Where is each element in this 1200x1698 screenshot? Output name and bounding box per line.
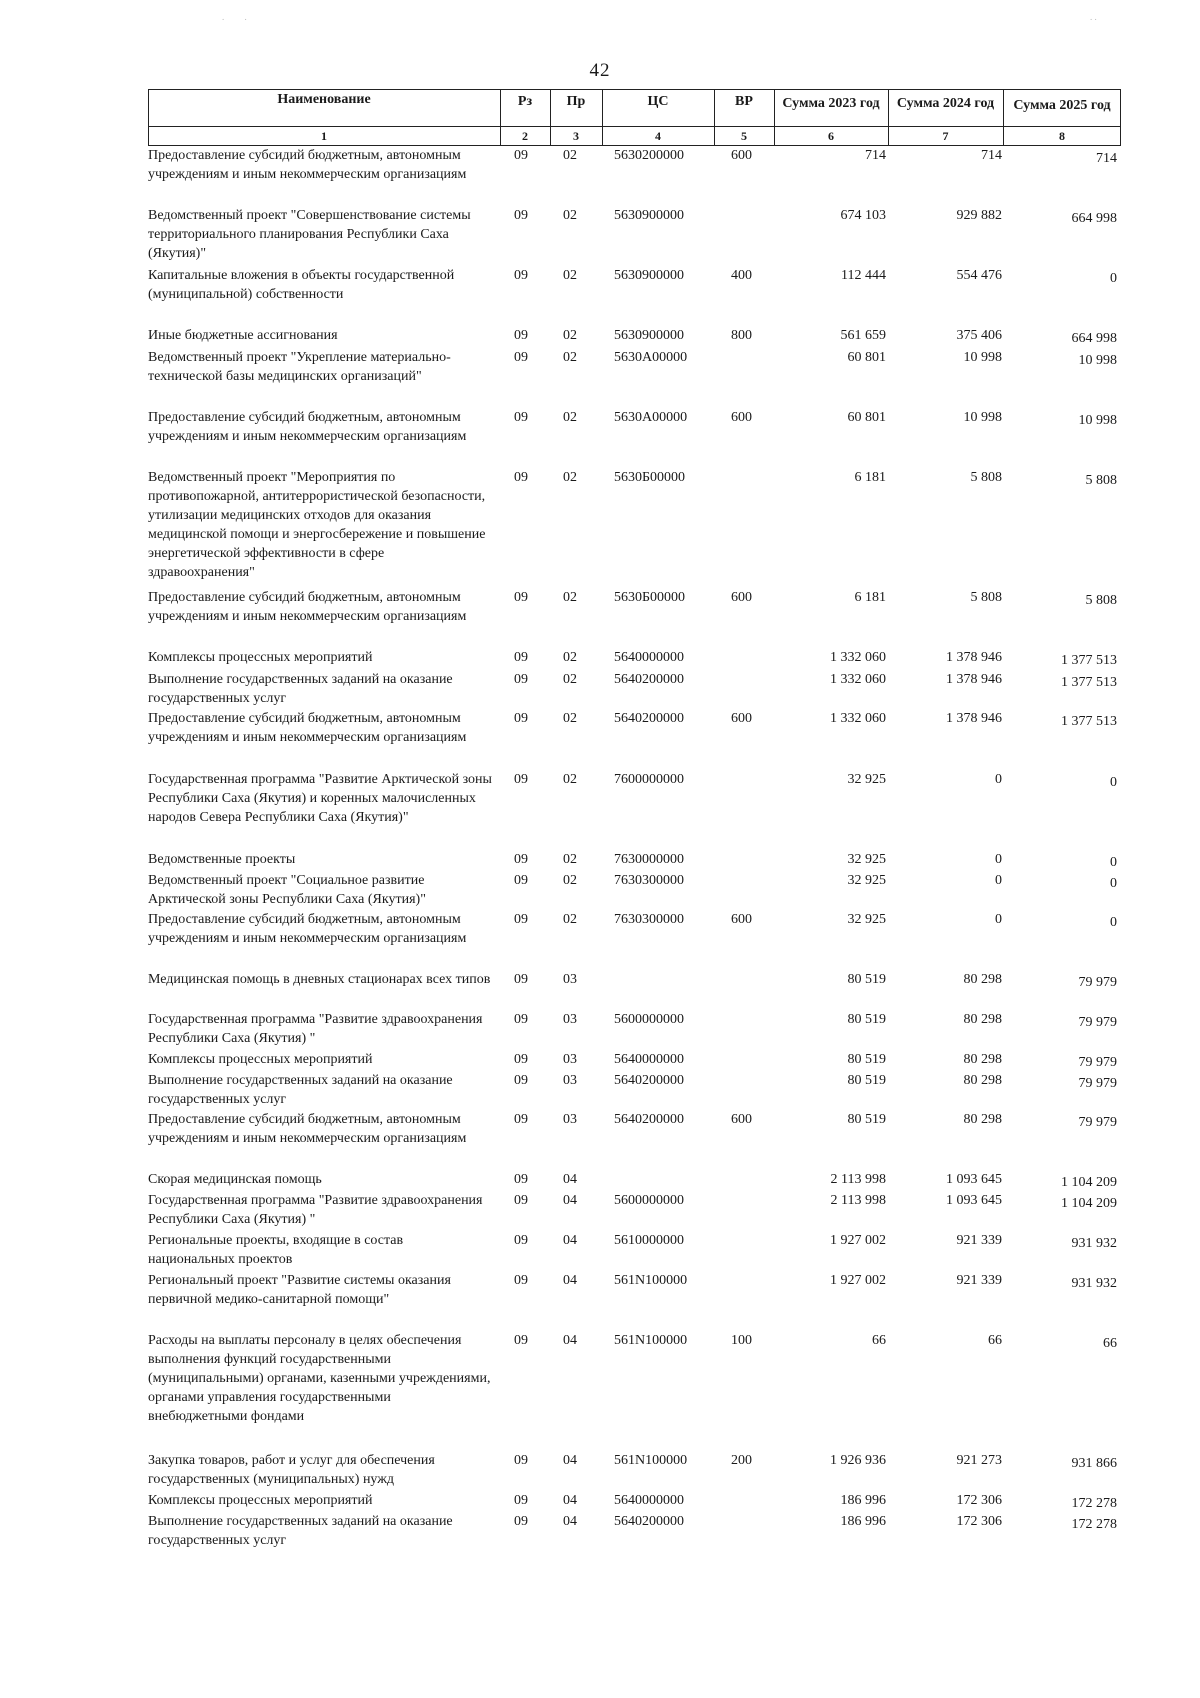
row-sum-2024: 1 378 946	[946, 650, 1002, 665]
row-pr: 02	[563, 328, 577, 343]
row-cs: 5630900000	[614, 268, 684, 283]
row-name: Закупка товаров, работ и услуг для обеспечения государственных (муниципальных) нужд	[148, 1453, 435, 1487]
row-rz: 09	[514, 1052, 528, 1067]
row-sum-2025: 79 979	[1078, 1076, 1117, 1091]
row-sum-2023: 32 925	[847, 852, 886, 867]
row-sum-2024: 0	[995, 873, 1002, 888]
row-sum-2025: 1 104 209	[1061, 1196, 1117, 1211]
row-sum-2025: 931 866	[1071, 1456, 1117, 1471]
row-sum-2024: 921 273	[956, 1453, 1002, 1468]
row-pr: 02	[563, 148, 577, 163]
row-name: Ведомственный проект "Укрепление материально-технической базы медицинских организаций"	[148, 350, 451, 384]
row-name: Ведомственный проект "Совершенствование системы территориального планирования Республики Саха (Якутия)"	[148, 208, 471, 261]
row-rz: 09	[514, 470, 528, 485]
row-sum-2023: 6 181	[854, 470, 886, 485]
row-name: Расходы на выплаты персоналу в целях обеспечения выполнения функций государственными (муниципальными) органами, казенными учреждениями, органами управления государственными внебюджетными фондами	[148, 1333, 491, 1424]
row-rz: 09	[514, 1493, 528, 1508]
row-name: Комплексы процессных мероприятий	[148, 650, 373, 665]
row-pr: 04	[563, 1233, 577, 1248]
row-sum-2025: 0	[1110, 855, 1117, 870]
row-sum-2023: 674 103	[840, 208, 886, 223]
row-cs: 5630200000	[614, 148, 684, 163]
row-vr: 200	[731, 1453, 752, 1468]
row-sum-2025: 714	[1096, 151, 1117, 166]
row-sum-2025: 0	[1110, 876, 1117, 891]
row-name: Комплексы процессных мероприятий	[148, 1493, 373, 1508]
col-number-3: 3	[573, 129, 579, 143]
row-sum-2024: 1 378 946	[946, 711, 1002, 726]
row-rz: 09	[514, 1514, 528, 1529]
row-cs: 5610000000	[614, 1233, 684, 1248]
row-pr: 02	[563, 410, 577, 425]
row-sum-2023: 2 113 998	[830, 1172, 886, 1187]
row-name: Ведомственные проекты	[148, 852, 296, 867]
col-number-8: 8	[1059, 129, 1065, 143]
col-number-4: 4	[655, 129, 661, 143]
row-cs: 5630А00000	[614, 410, 688, 425]
row-sum-2025: 0	[1110, 775, 1117, 790]
row-rz: 09	[514, 1012, 528, 1027]
row-vr: 600	[731, 912, 752, 927]
row-sum-2024: 1 093 645	[946, 1172, 1002, 1187]
row-name: Ведомственный проект "Социальное развитие Арктической зоны Республики Саха (Якутия)"	[148, 873, 426, 907]
row-name: Медицинская помощь в дневных стационарах всех типов	[148, 972, 491, 987]
row-name: Ведомственный проект "Мероприятия по противопожарной, антитеррористической безопасности, утилизации медицинских отходов для оказания медицинской помощи и энергосбережение и повышение энергетической эффективности в сфере здравоохранения"	[148, 470, 486, 580]
row-cs: 561N100000	[614, 1273, 688, 1288]
row-cs: 5640200000	[614, 1073, 684, 1088]
row-cs: 7630300000	[614, 912, 684, 927]
row-rz: 09	[514, 1073, 528, 1088]
row-sum-2025: 931 932	[1071, 1236, 1117, 1251]
row-rz: 09	[514, 268, 528, 283]
row-sum-2023: 32 925	[847, 912, 886, 927]
row-pr: 02	[563, 650, 577, 665]
row-name: Выполнение государственных заданий на оказание государственных услуг	[148, 1514, 453, 1548]
row-cs: 5630Б00000	[614, 470, 686, 485]
row-rz: 09	[514, 328, 528, 343]
row-name: Государственная программа "Развитие Арктической зоны Республики Саха (Якутия) и коренных малочисленных народов Севера Республики Саха (Якутия)"	[148, 772, 492, 825]
row-sum-2024: 172 306	[956, 1493, 1002, 1508]
row-sum-2024: 66	[988, 1333, 1002, 1348]
row-name: Предоставление субсидий бюджетным, автономным учреждениям и иным некоммерческим организациям	[148, 148, 467, 182]
row-sum-2023: 1 332 060	[830, 711, 886, 726]
row-cs: 561N100000	[614, 1333, 688, 1348]
row-sum-2025: 10 998	[1078, 413, 1117, 428]
row-rz: 09	[514, 912, 528, 927]
row-sum-2023: 80 519	[847, 1052, 886, 1067]
row-rz: 09	[514, 1333, 528, 1348]
row-sum-2025: 0	[1110, 271, 1117, 286]
row-pr: 02	[563, 852, 577, 867]
row-name: Скорая медицинская помощь	[148, 1172, 322, 1187]
row-name: Региональный проект "Развитие системы оказания первичной медико-санитарной помощи"	[148, 1273, 451, 1307]
row-vr: 600	[731, 148, 752, 163]
row-rz: 09	[514, 1112, 528, 1127]
row-sum-2025: 1 104 209	[1061, 1175, 1117, 1190]
header-vr: ВР	[735, 94, 753, 109]
row-sum-2025: 5 808	[1085, 473, 1117, 488]
header-pr: Пр	[566, 94, 586, 109]
row-sum-2025: 79 979	[1078, 1055, 1117, 1070]
row-cs: 7600000000	[614, 772, 684, 787]
header-cs: ЦС	[647, 94, 669, 109]
row-sum-2023: 80 519	[847, 1112, 886, 1127]
row-sum-2025: 172 278	[1071, 1517, 1117, 1532]
row-pr: 02	[563, 873, 577, 888]
row-rz: 09	[514, 852, 528, 867]
row-pr: 03	[563, 1052, 577, 1067]
row-sum-2025: 1 377 513	[1061, 653, 1117, 668]
row-sum-2023: 1 332 060	[830, 650, 886, 665]
row-sum-2025: 5 808	[1085, 593, 1117, 608]
row-sum-2023: 186 996	[840, 1493, 886, 1508]
row-sum-2025: 664 998	[1071, 211, 1117, 226]
row-sum-2024: 10 998	[963, 350, 1002, 365]
row-name: Предоставление субсидий бюджетным, автономным учреждениям и иным некоммерческим организациям	[148, 410, 467, 444]
row-pr: 04	[563, 1193, 577, 1208]
row-sum-2023: 60 801	[847, 350, 886, 365]
row-vr: 100	[731, 1333, 752, 1348]
row-cs: 5640200000	[614, 711, 684, 726]
header-rz: Рз	[517, 94, 533, 109]
row-sum-2023: 80 519	[847, 972, 886, 987]
row-sum-2024: 554 476	[956, 268, 1002, 283]
row-pr: 02	[563, 590, 577, 605]
header-name: Наименование	[277, 92, 371, 107]
row-sum-2025: 10 998	[1078, 353, 1117, 368]
row-rz: 09	[514, 650, 528, 665]
row-name: Иные бюджетные ассигнования	[148, 328, 338, 343]
row-vr: 600	[731, 1112, 752, 1127]
row-sum-2024: 375 406	[956, 328, 1002, 343]
row-rz: 09	[514, 711, 528, 726]
row-sum-2023: 80 519	[847, 1073, 886, 1088]
row-rz: 09	[514, 1273, 528, 1288]
row-name: Региональные проекты, входящие в состав национальных проектов	[148, 1233, 404, 1267]
row-sum-2025: 1 377 513	[1061, 714, 1117, 729]
row-name: Государственная программа "Развитие здравоохранения Республики Саха (Якутия) "	[148, 1012, 483, 1046]
row-rz: 09	[514, 1172, 528, 1187]
row-cs: 5630Б00000	[614, 590, 686, 605]
row-rz: 09	[514, 590, 528, 605]
row-sum-2023: 186 996	[840, 1514, 886, 1529]
row-name: Выполнение государственных заданий на оказание государственных услуг	[148, 672, 453, 706]
row-cs: 5640000000	[614, 650, 684, 665]
row-sum-2024: 0	[995, 772, 1002, 787]
row-pr: 02	[563, 208, 577, 223]
row-sum-2025: 664 998	[1071, 331, 1117, 346]
row-vr: 600	[731, 410, 752, 425]
row-sum-2024: 10 998	[963, 410, 1002, 425]
row-cs: 5640200000	[614, 1112, 684, 1127]
row-sum-2025: 931 932	[1071, 1276, 1117, 1291]
row-rz: 09	[514, 772, 528, 787]
row-sum-2024: 80 298	[963, 1112, 1002, 1127]
row-pr: 03	[563, 1073, 577, 1088]
row-sum-2023: 1 926 936	[830, 1453, 886, 1468]
row-sum-2023: 1 927 002	[830, 1273, 886, 1288]
row-sum-2024: 80 298	[963, 1012, 1002, 1027]
row-sum-2024: 929 882	[956, 208, 1002, 223]
col-number-2: 2	[522, 129, 528, 143]
header-separator	[148, 126, 1121, 127]
row-sum-2023: 6 181	[854, 590, 886, 605]
row-sum-2023: 1 332 060	[830, 672, 886, 687]
col-number-6: 6	[828, 129, 834, 143]
row-cs: 5640200000	[614, 672, 684, 687]
header-sum-2024: Сумма 2024 год	[896, 96, 995, 111]
row-sum-2023: 561 659	[840, 328, 886, 343]
row-rz: 09	[514, 1453, 528, 1468]
row-rz: 09	[514, 972, 528, 987]
row-pr: 02	[563, 350, 577, 365]
header-sum-2025: Сумма 2025 год	[1013, 98, 1111, 113]
col-number-7: 7	[942, 129, 949, 143]
row-vr: 400	[731, 268, 752, 283]
row-cs: 7630000000	[614, 852, 684, 867]
row-cs: 5640000000	[614, 1052, 684, 1067]
row-cs: 5600000000	[614, 1012, 684, 1027]
row-pr: 04	[563, 1333, 577, 1348]
row-cs: 561N100000	[614, 1453, 688, 1468]
row-sum-2025: 66	[1103, 1336, 1117, 1351]
row-pr: 03	[563, 1012, 577, 1027]
row-sum-2024: 0	[995, 912, 1002, 927]
row-sum-2024: 1 378 946	[946, 672, 1002, 687]
row-vr: 600	[731, 711, 752, 726]
row-sum-2023: 112 444	[841, 268, 886, 283]
row-pr: 02	[563, 912, 577, 927]
row-name: Предоставление субсидий бюджетным, автономным учреждениям и иным некоммерческим организациям	[148, 590, 467, 624]
row-vr: 800	[731, 328, 752, 343]
row-sum-2024: 172 306	[956, 1514, 1002, 1529]
row-name: Государственная программа "Развитие здравоохранения Республики Саха (Якутия) "	[148, 1193, 483, 1227]
row-rz: 09	[514, 672, 528, 687]
row-sum-2023: 714	[865, 148, 886, 163]
row-sum-2023: 2 113 998	[830, 1193, 886, 1208]
col-number-5: 5	[741, 129, 747, 143]
row-cs: 5630900000	[614, 328, 684, 343]
row-pr: 04	[563, 1493, 577, 1508]
row-pr: 02	[563, 470, 577, 485]
row-rz: 09	[514, 350, 528, 365]
row-pr: 02	[563, 772, 577, 787]
row-rz: 09	[514, 873, 528, 888]
row-vr: 600	[731, 590, 752, 605]
row-sum-2023: 1 927 002	[830, 1233, 886, 1248]
row-sum-2025: 172 278	[1071, 1496, 1117, 1511]
row-sum-2023: 32 925	[847, 772, 886, 787]
row-name: Предоставление субсидий бюджетным, автономным учреждениям и иным некоммерческим организациям	[148, 912, 467, 946]
row-pr: 04	[563, 1172, 577, 1187]
row-sum-2025: 79 979	[1078, 1015, 1117, 1030]
row-sum-2024: 714	[981, 148, 1002, 163]
row-rz: 09	[514, 410, 528, 425]
row-pr: 02	[563, 711, 577, 726]
row-sum-2024: 5 808	[970, 590, 1002, 605]
row-sum-2025: 0	[1110, 915, 1117, 930]
scan-mark-right: . .	[1090, 12, 1097, 22]
row-sum-2023: 32 925	[847, 873, 886, 888]
row-sum-2023: 66	[872, 1333, 886, 1348]
row-cs: 5600000000	[614, 1193, 684, 1208]
row-sum-2025: 79 979	[1078, 1115, 1117, 1130]
row-sum-2023: 60 801	[847, 410, 886, 425]
row-name: Предоставление субсидий бюджетным, автономным учреждениям и иным некоммерческим организациям	[148, 1112, 467, 1146]
row-rz: 09	[514, 1193, 528, 1208]
row-cs: 5630900000	[614, 208, 684, 223]
row-sum-2023: 80 519	[847, 1012, 886, 1027]
row-name: Капитальные вложения в объекты государственной (муниципальной) собственности	[148, 268, 455, 302]
row-cs: 7630300000	[614, 873, 684, 888]
row-name: Комплексы процессных мероприятий	[148, 1052, 373, 1067]
row-sum-2024: 80 298	[963, 1073, 1002, 1088]
scan-mark-left: . .	[222, 12, 247, 22]
row-sum-2024: 5 808	[970, 470, 1002, 485]
row-cs: 5640200000	[614, 1514, 684, 1529]
row-sum-2024: 921 339	[956, 1273, 1002, 1288]
row-name: Предоставление субсидий бюджетным, автономным учреждениям и иным некоммерческим организациям	[148, 711, 467, 745]
row-pr: 04	[563, 1453, 577, 1468]
row-rz: 09	[514, 208, 528, 223]
row-pr: 03	[563, 972, 577, 987]
row-cs: 5630А00000	[614, 350, 688, 365]
row-sum-2024: 80 298	[963, 1052, 1002, 1067]
row-pr: 02	[563, 268, 577, 283]
row-sum-2024: 0	[995, 852, 1002, 867]
row-pr: 03	[563, 1112, 577, 1127]
row-sum-2024: 1 093 645	[946, 1193, 1002, 1208]
row-pr: 02	[563, 672, 577, 687]
row-pr: 04	[563, 1273, 577, 1288]
col-number-1: 1	[321, 129, 327, 143]
row-sum-2025: 79 979	[1078, 975, 1117, 990]
row-sum-2024: 80 298	[963, 972, 1002, 987]
row-rz: 09	[514, 1233, 528, 1248]
row-sum-2025: 1 377 513	[1061, 675, 1117, 690]
header-sum-2023: Сумма 2023 год	[782, 96, 880, 111]
row-cs: 5640000000	[614, 1493, 684, 1508]
page-number: 42	[589, 60, 611, 81]
row-rz: 09	[514, 148, 528, 163]
row-name: Выполнение государственных заданий на оказание государственных услуг	[148, 1073, 453, 1107]
row-pr: 04	[563, 1514, 577, 1529]
row-sum-2024: 921 339	[956, 1233, 1002, 1248]
